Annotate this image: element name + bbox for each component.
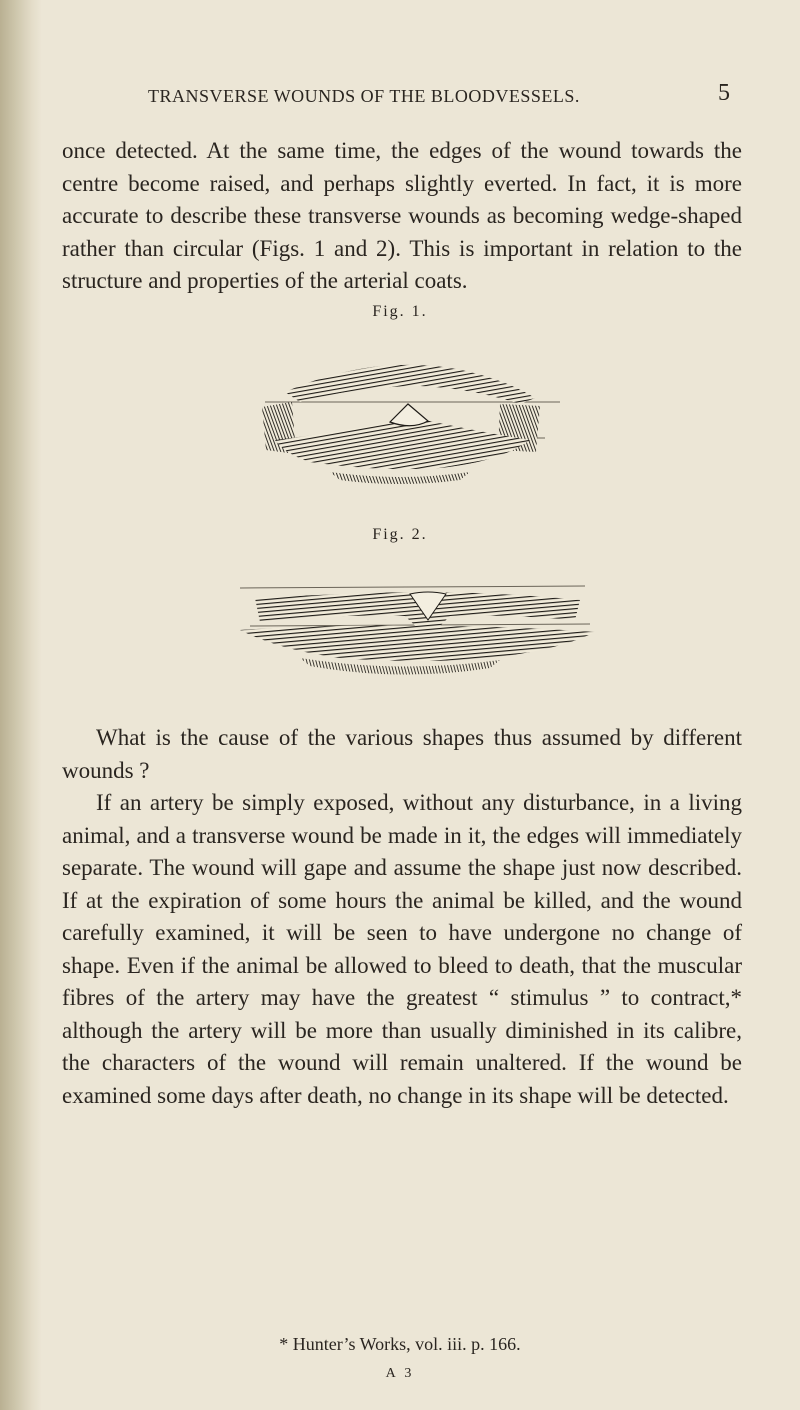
page-number: 5 bbox=[718, 80, 731, 106]
running-title: TRANSVERSE WOUNDS OF THE BLOODVESSELS. bbox=[148, 86, 580, 106]
figure-1-caption: Fig. 1. bbox=[372, 303, 428, 320]
paragraph-3: If an artery be simply exposed, without any disturbance, in a living animal, and a transverse wound be made in it, the edges will immediately separate. The wound will gape and assume the shape just now described. If at the expiration of some hours the animal be killed, and the wound carefully examined, it will be seen to have undergone no change of shape. Even if the animal be allowed to bleed to death, that the muscular fibres of the artery may have the greatest “ stimulus ” to contract,* although the artery will be more than usually diminished in its calibre, the characters of the wound will remain unaltered. If the wound be examined some days after death, no change in its shape will be detected. bbox=[62, 790, 742, 1108]
figure-2-caption: Fig. 2. bbox=[372, 526, 428, 543]
paragraph-1: once detected. At the same time, the edges of the wound towards the centre become raised, and perhaps slightly everted. In fact, it is more accurate to describe these transverse wounds as becoming wedge-shaped rather than circular (Figs. 1 and 2). This is important in relation to the structure and properties of the arterial coats. bbox=[62, 138, 742, 293]
paragraph-2: What is the cause of the various shapes thus assumed by different wounds ? bbox=[62, 725, 742, 783]
figure-2-artery-engraving bbox=[0, 550, 800, 720]
printer-signature-mark: A 3 bbox=[385, 1366, 415, 1381]
footnote: * Hunter’s Works, vol. iii. p. 166. bbox=[279, 1334, 521, 1354]
figure-1-artery-engraving bbox=[0, 322, 800, 522]
figure-2 bbox=[0, 550, 800, 720]
figure-1 bbox=[0, 322, 800, 522]
